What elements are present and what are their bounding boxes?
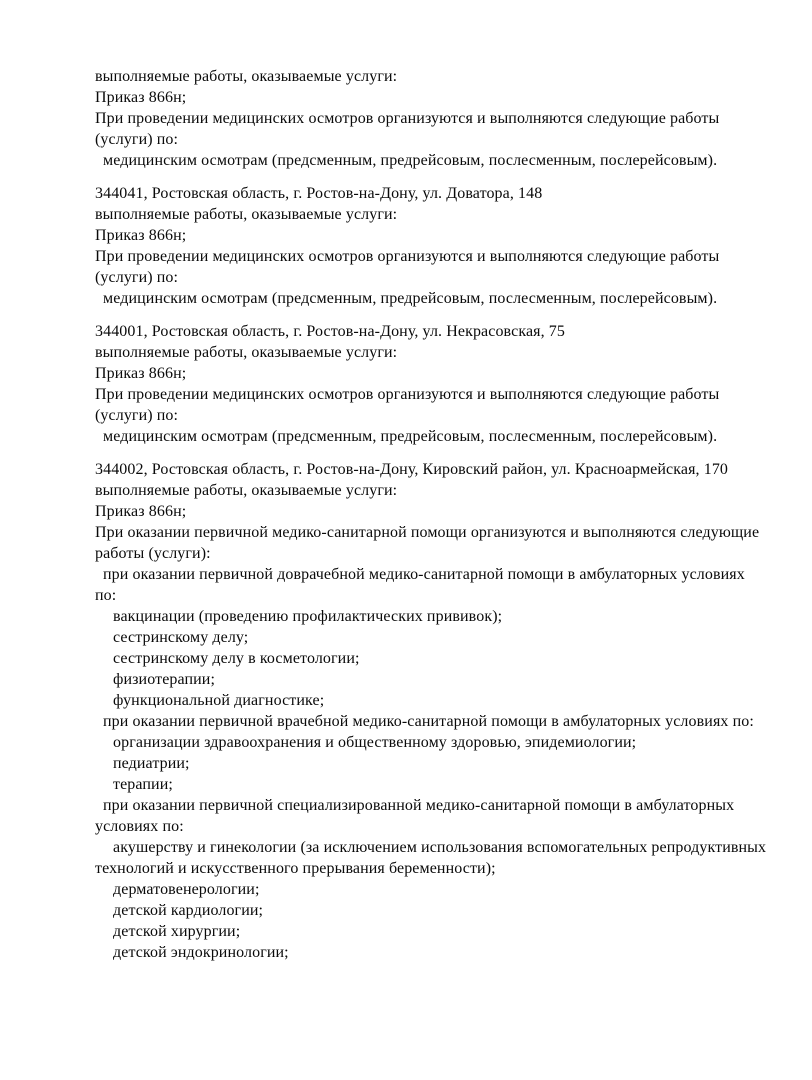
entry-344001 [95, 321, 785, 447]
text-line: выполняемые работы, оказываемые услуги: [95, 206, 398, 223]
text-line: условиях по: [95, 818, 184, 835]
text-line: медицинским осмотрам (предсменным, предрейсовым, послесменным, послерейсовым). [103, 428, 718, 445]
text-line: При оказании первичной медико-санитарной помощи организуются и выполняются следующие [95, 524, 760, 541]
text-line: при оказании первичной врачебной медико-санитарной помощи в амбулаторных условиях по: [103, 713, 754, 730]
text-line: организации здравоохранения и общественному здоровью, эпидемиологии; [113, 734, 637, 751]
text-line: Приказ 866н; [95, 503, 187, 520]
text-line: акушерству и гинекологии (за исключением использования вспомогательных репродуктивных [113, 839, 767, 856]
text-line: детской эндокринологии; [113, 944, 289, 961]
text-line: Приказ 866н; [95, 89, 187, 106]
document-text-body [95, 66, 785, 963]
text-line: При проведении медицинских осмотров организуются и выполняются следующие работы [95, 386, 720, 403]
text-line: при оказании первичной доврачебной медико-санитарной помощи в амбулаторных условиях [103, 566, 745, 583]
text-line: дерматовенерологии; [113, 881, 260, 898]
text-line: выполняемые работы, оказываемые услуги: [95, 482, 398, 499]
text-line: физиотерапии; [113, 671, 216, 688]
entry-344041 [95, 183, 785, 309]
text-line: медицинским осмотрам (предсменным, предрейсовым, послесменным, послерейсовым). [103, 290, 718, 307]
text-line: (услуги) по: [95, 131, 179, 148]
text-line: выполняемые работы, оказываемые услуги: [95, 344, 398, 361]
text-line: сестринскому делу; [113, 629, 249, 646]
text-line: детской хирургии; [113, 923, 241, 940]
text-line: (услуги) по: [95, 269, 179, 286]
text-line: Приказ 866н; [95, 227, 187, 244]
text-line: Приказ 866н; [95, 365, 187, 382]
text-line: при оказании первичной специализированной медико-санитарной помощи в амбулаторных [103, 797, 735, 814]
text-line: функциональной диагностике; [113, 692, 325, 709]
entry-continuation [95, 66, 785, 171]
text-line: (услуги) по: [95, 407, 179, 424]
text-line: 344002, Ростовская область, г. Ростов-на-Дону, Кировский район, ул. Красноармейская, 170 [95, 461, 729, 478]
text-line: педиатрии; [113, 755, 190, 772]
entry-344002 [95, 459, 785, 963]
text-line: вакцинации (проведению профилактических прививок); [113, 608, 503, 625]
text-line: выполняемые работы, оказываемые услуги: [95, 68, 398, 85]
text-line: При проведении медицинских осмотров организуются и выполняются следующие работы [95, 248, 720, 265]
text-line: 344001, Ростовская область, г. Ростов-на-Дону, ул. Некрасовская, 75 [95, 323, 566, 340]
text-line: 344041, Ростовская область, г. Ростов-на-Дону, ул. Доватора, 148 [95, 185, 543, 202]
text-line: медицинским осмотрам (предсменным, предрейсовым, послесменным, послерейсовым). [103, 152, 718, 169]
text-line: детской кардиологии; [113, 902, 264, 919]
text-line: При проведении медицинских осмотров организуются и выполняются следующие работы [95, 110, 720, 127]
text-line: работы (услуги): [95, 545, 211, 562]
text-line: по: [95, 587, 117, 604]
text-line: технологий и искусственного прерывания беременности); [95, 860, 496, 877]
text-line: терапии; [113, 776, 173, 793]
text-line: сестринскому делу в косметологии; [113, 650, 360, 667]
